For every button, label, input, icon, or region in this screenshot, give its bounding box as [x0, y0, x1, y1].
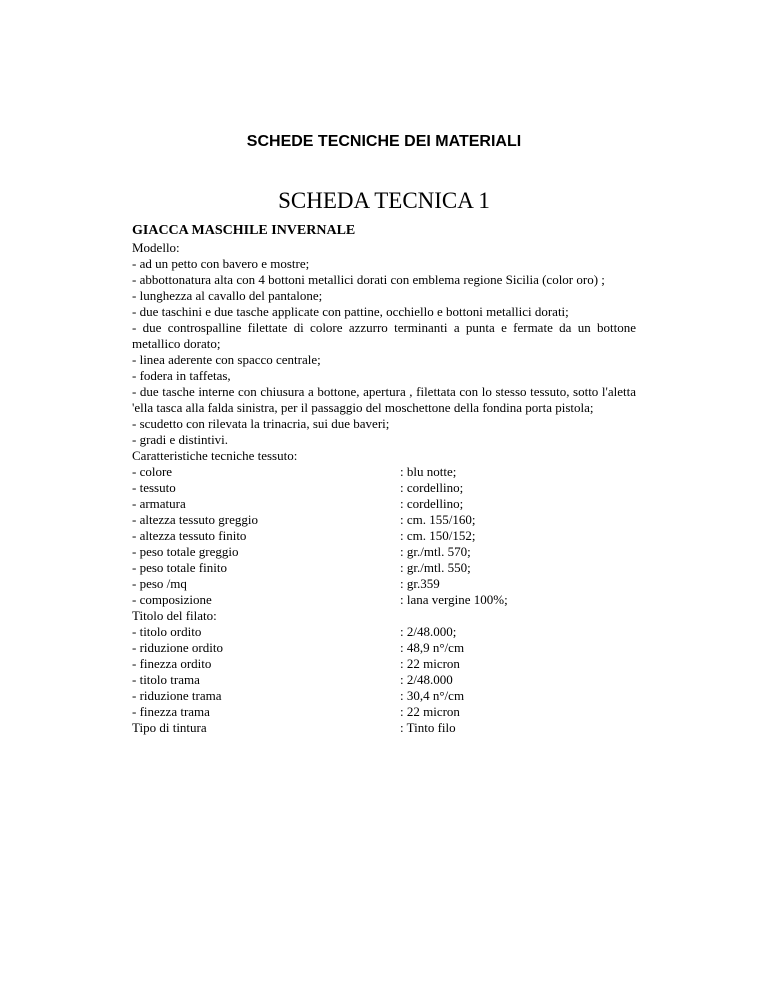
spec-label: - tessuto: [132, 480, 176, 495]
spec-label: - titolo trama: [132, 672, 200, 687]
spec-label: - peso totale greggio: [132, 544, 239, 559]
spec-value: : 2/48.000;: [400, 624, 457, 639]
model-line: - gradi e distintivi.: [132, 432, 229, 447]
spec-value: : 22 micron: [400, 704, 460, 719]
document-title: SCHEDE TECNICHE DEI MATERIALI: [246, 133, 522, 150]
spec-label: - armatura: [132, 496, 186, 511]
fabric-spec-row: [132, 592, 636, 608]
fabric-spec-row: [132, 496, 636, 512]
item-heading: GIACCA MASCHILE INVERNALE: [132, 223, 356, 238]
fabric-spec-row: [132, 560, 636, 576]
model-line: - lunghezza al cavallo del pantalone;: [132, 288, 323, 303]
spec-label: - riduzione ordito: [132, 640, 223, 655]
spec-label: Tipo di tintura: [132, 720, 207, 735]
spec-label: - peso totale finito: [132, 560, 227, 575]
spec-value: : gr.359: [400, 576, 440, 591]
fabric-label: Caratteristiche tecniche tessuto:: [132, 448, 298, 463]
sheet-title: SCHEDA TECNICA 1: [278, 188, 490, 213]
model-line: - scudetto con rilevata la trinacria, sui due baveri;: [132, 416, 390, 431]
spec-label: - colore: [132, 464, 173, 479]
yarn-spec-row: [132, 656, 636, 672]
model-line: - fodera in taffetas,: [132, 368, 231, 383]
spec-value: : cordellino;: [400, 480, 464, 495]
model-line: - ad un petto con bavero e mostre;: [132, 256, 310, 271]
spec-label: - altezza tessuto greggio: [132, 512, 258, 527]
spec-label: - finezza trama: [132, 704, 210, 719]
yarn-spec-row: [132, 624, 636, 640]
yarn-spec-row: [132, 640, 636, 656]
spec-value: : blu notte;: [400, 464, 457, 479]
spec-value: : 2/48.000: [400, 672, 453, 687]
spec-value: : Tinto filo: [400, 720, 456, 735]
spec-value: : cordellino;: [400, 496, 464, 511]
spec-label: - altezza tessuto finito: [132, 528, 247, 543]
yarn-label: Titolo del filato:: [132, 608, 217, 623]
spec-label: - finezza ordito: [132, 656, 212, 671]
fabric-spec-row: [132, 528, 636, 544]
fabric-spec-row: [132, 464, 636, 480]
spec-value: : lana vergine 100%;: [400, 592, 508, 607]
spec-value: : cm. 150/152;: [400, 528, 476, 543]
spec-value: : gr./mtl. 570;: [400, 544, 471, 559]
spec-label: - riduzione trama: [132, 688, 222, 703]
model-line: - due tasche interne con chiusura a bottone, apertura , filettata con lo stesso tessuto, sotto l'aletta 'ella tasca alla falda sinistra, per il passaggio del moschettone della fondina porta pistola;: [132, 384, 636, 415]
spec-label: - composizione: [132, 592, 212, 607]
yarn-spec-row: [132, 688, 636, 704]
dye-row: [132, 720, 636, 736]
spec-value: : 48,9 n°/cm: [400, 640, 465, 655]
model-line: - linea aderente con spacco centrale;: [132, 352, 321, 367]
yarn-spec-row: [132, 704, 636, 720]
yarn-spec-row: [132, 672, 636, 688]
fabric-spec-row: [132, 512, 636, 528]
fabric-spec-row: [132, 576, 636, 592]
spec-value: : cm. 155/160;: [400, 512, 476, 527]
spec-label: - titolo ordito: [132, 624, 202, 639]
spec-value: : gr./mtl. 550;: [400, 560, 471, 575]
spec-value: : 22 micron: [400, 656, 460, 671]
model-line: - due taschini e due tasche applicate con pattine, occhiello e bottoni metallici dorati;: [132, 304, 569, 319]
fabric-spec-row: [132, 480, 636, 496]
spec-label: - peso /mq: [132, 576, 187, 591]
spec-value: : 30,4 n°/cm: [400, 688, 465, 703]
model-line: - abbottonatura alta con 4 bottoni metallici dorati con emblema regione Sicilia (color oro) ;: [132, 272, 605, 287]
fabric-spec-row: [132, 544, 636, 560]
model-label: Modello:: [132, 240, 180, 255]
sheet-content: [132, 222, 636, 736]
model-line: - due controspalline filettate di colore azzurro terminanti a punta e fermate da un bottone metallico dorato;: [132, 320, 636, 351]
